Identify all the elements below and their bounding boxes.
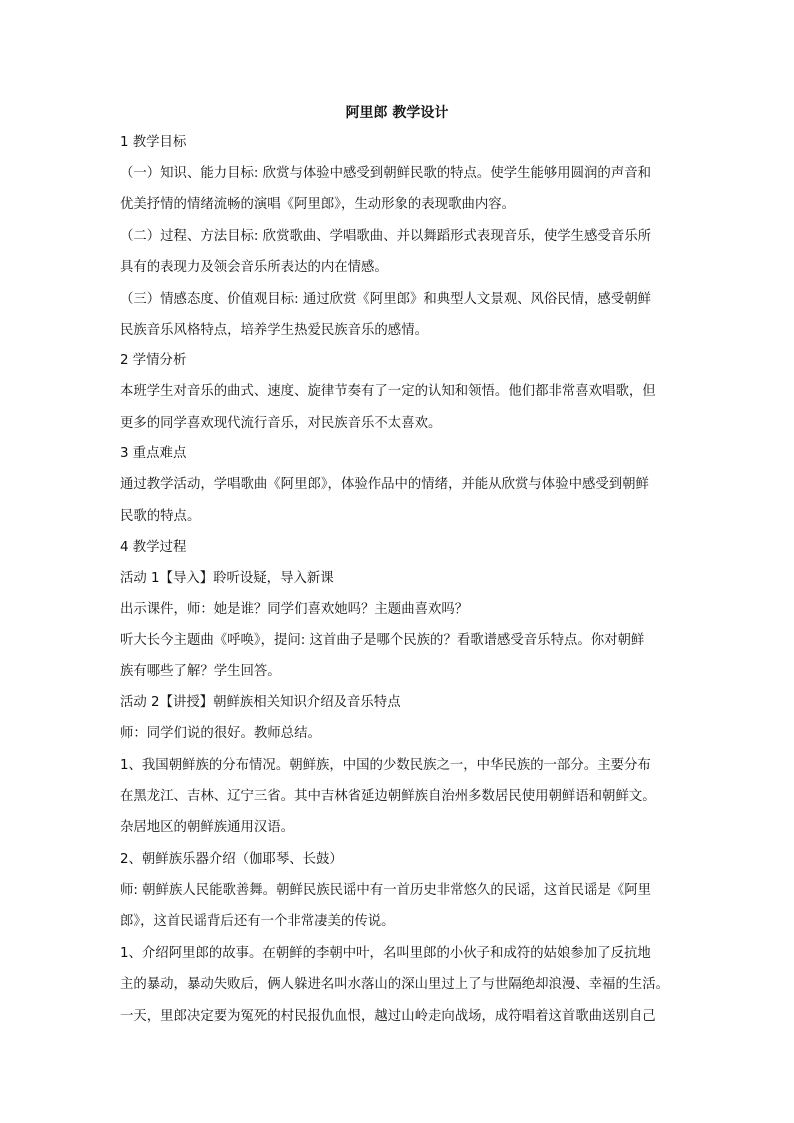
paragraph-line: 听大长今主题曲《呼唤》，提问: 这首曲子是哪个民族的？看歌谱感受音乐特点。你对朝鲜 [120, 633, 645, 648]
paragraph-line: 出示课件，师：她是谁？同学们喜欢她吗？主题曲喜欢吗？ [120, 602, 469, 617]
paragraph-line: 郎》，这首民谣背后还有一个非常凄美的传说。 [120, 914, 395, 929]
paragraph-line: 通过教学活动，学唱歌曲《阿里郎》，体验作品中的情绪，并能从欣赏与体验中感受到朝鲜 [120, 477, 649, 492]
paragraph-line: 1、我国朝鲜族的分布情况。朝鲜族，中国的少数民族之一，中华民族的一部分。主要分布 [120, 758, 651, 773]
section-heading-objectives: 1 教学目标 [120, 135, 187, 150]
paragraph-line: 民歌的特点。 [120, 509, 201, 524]
section-heading-learner-analysis: 2 学情分析 [120, 353, 187, 368]
section-heading-key-points: 3 重点难点 [120, 446, 187, 461]
paragraph-line: 具有的表现力及领会音乐所表达的内在情感。 [120, 260, 388, 275]
paragraph-line: 优美抒情的情绪流畅的演唱《阿里郎》，生动形象的表现歌曲内容。 [120, 197, 516, 212]
paragraph-line: 杂居地区的朝鲜族通用汉语。 [120, 820, 295, 835]
paragraph-line: 一天，里郎决定要为冤死的村民报仇血恨，越过山岭走向战场，成符唱着这首歌曲送别自己 [120, 1009, 656, 1024]
paragraph-line: 师：同学们说的很好。教师总结。 [120, 726, 321, 741]
paragraph-line: 主的暴动，暴动失败后，俩人躲进名叫水落山的深山里过上了与世隔绝却浪漫、幸福的生活。 [120, 977, 670, 992]
paragraph-line: （二）过程、方法目标: 欣赏歌曲、学唱歌曲、并以舞蹈形式表现音乐，使学生感受音乐所 [120, 229, 651, 244]
activity-heading: 活动 1【导入】聆听设疑，导入新课 [120, 571, 334, 586]
paragraph-line: 1、介绍阿里郎的故事。在朝鲜的李朝中叶，名叫里郎的小伙子和成符的姑娘参加了反抗地 [120, 946, 651, 961]
document-title: 阿里郎 教学设计 [345, 105, 449, 121]
paragraph-line: （一）知识、能力目标: 欣赏与体验中感受到朝鲜民歌的特点。使学生能够用圆润的声音和 [120, 166, 651, 181]
paragraph-line: 族有哪些了解？学生回答。 [120, 664, 281, 679]
paragraph-line: 更多的同学喜欢现代流行音乐，对民族音乐不太喜欢。 [120, 416, 442, 431]
section-heading-teaching-process: 4 教学过程 [120, 540, 187, 555]
paragraph-line: 本班学生对音乐的曲式、速度、旋律节奏有了一定的认知和领悟。他们都非常喜欢唱歌，但 [120, 384, 656, 399]
paragraph-line: （三）情感态度、价值观目标: 通过欣赏《阿里郎》和典型人文景观、风俗民情，感受朝鲜 [120, 292, 651, 307]
paragraph-line: 在黑龙江、吉林、辽宁三省。其中吉林省延边朝鲜族自治州多数居民使用朝鲜语和朝鲜文。 [120, 789, 656, 804]
paragraph-line: 师: 朝鲜族人民能歌善舞。朝鲜民族民谣中有一首历史非常悠久的民谣，这首民谣是《阿里 [120, 883, 651, 898]
activity-heading: 活动 2【讲授】朝鲜族相关知识介绍及音乐特点 [120, 695, 401, 710]
paragraph-line: 2、朝鲜族乐器介绍（伽耶琴、长鼓） [120, 852, 343, 867]
paragraph-line: 民族音乐风格特点，培养学生热爱民族音乐的感情。 [120, 323, 428, 338]
